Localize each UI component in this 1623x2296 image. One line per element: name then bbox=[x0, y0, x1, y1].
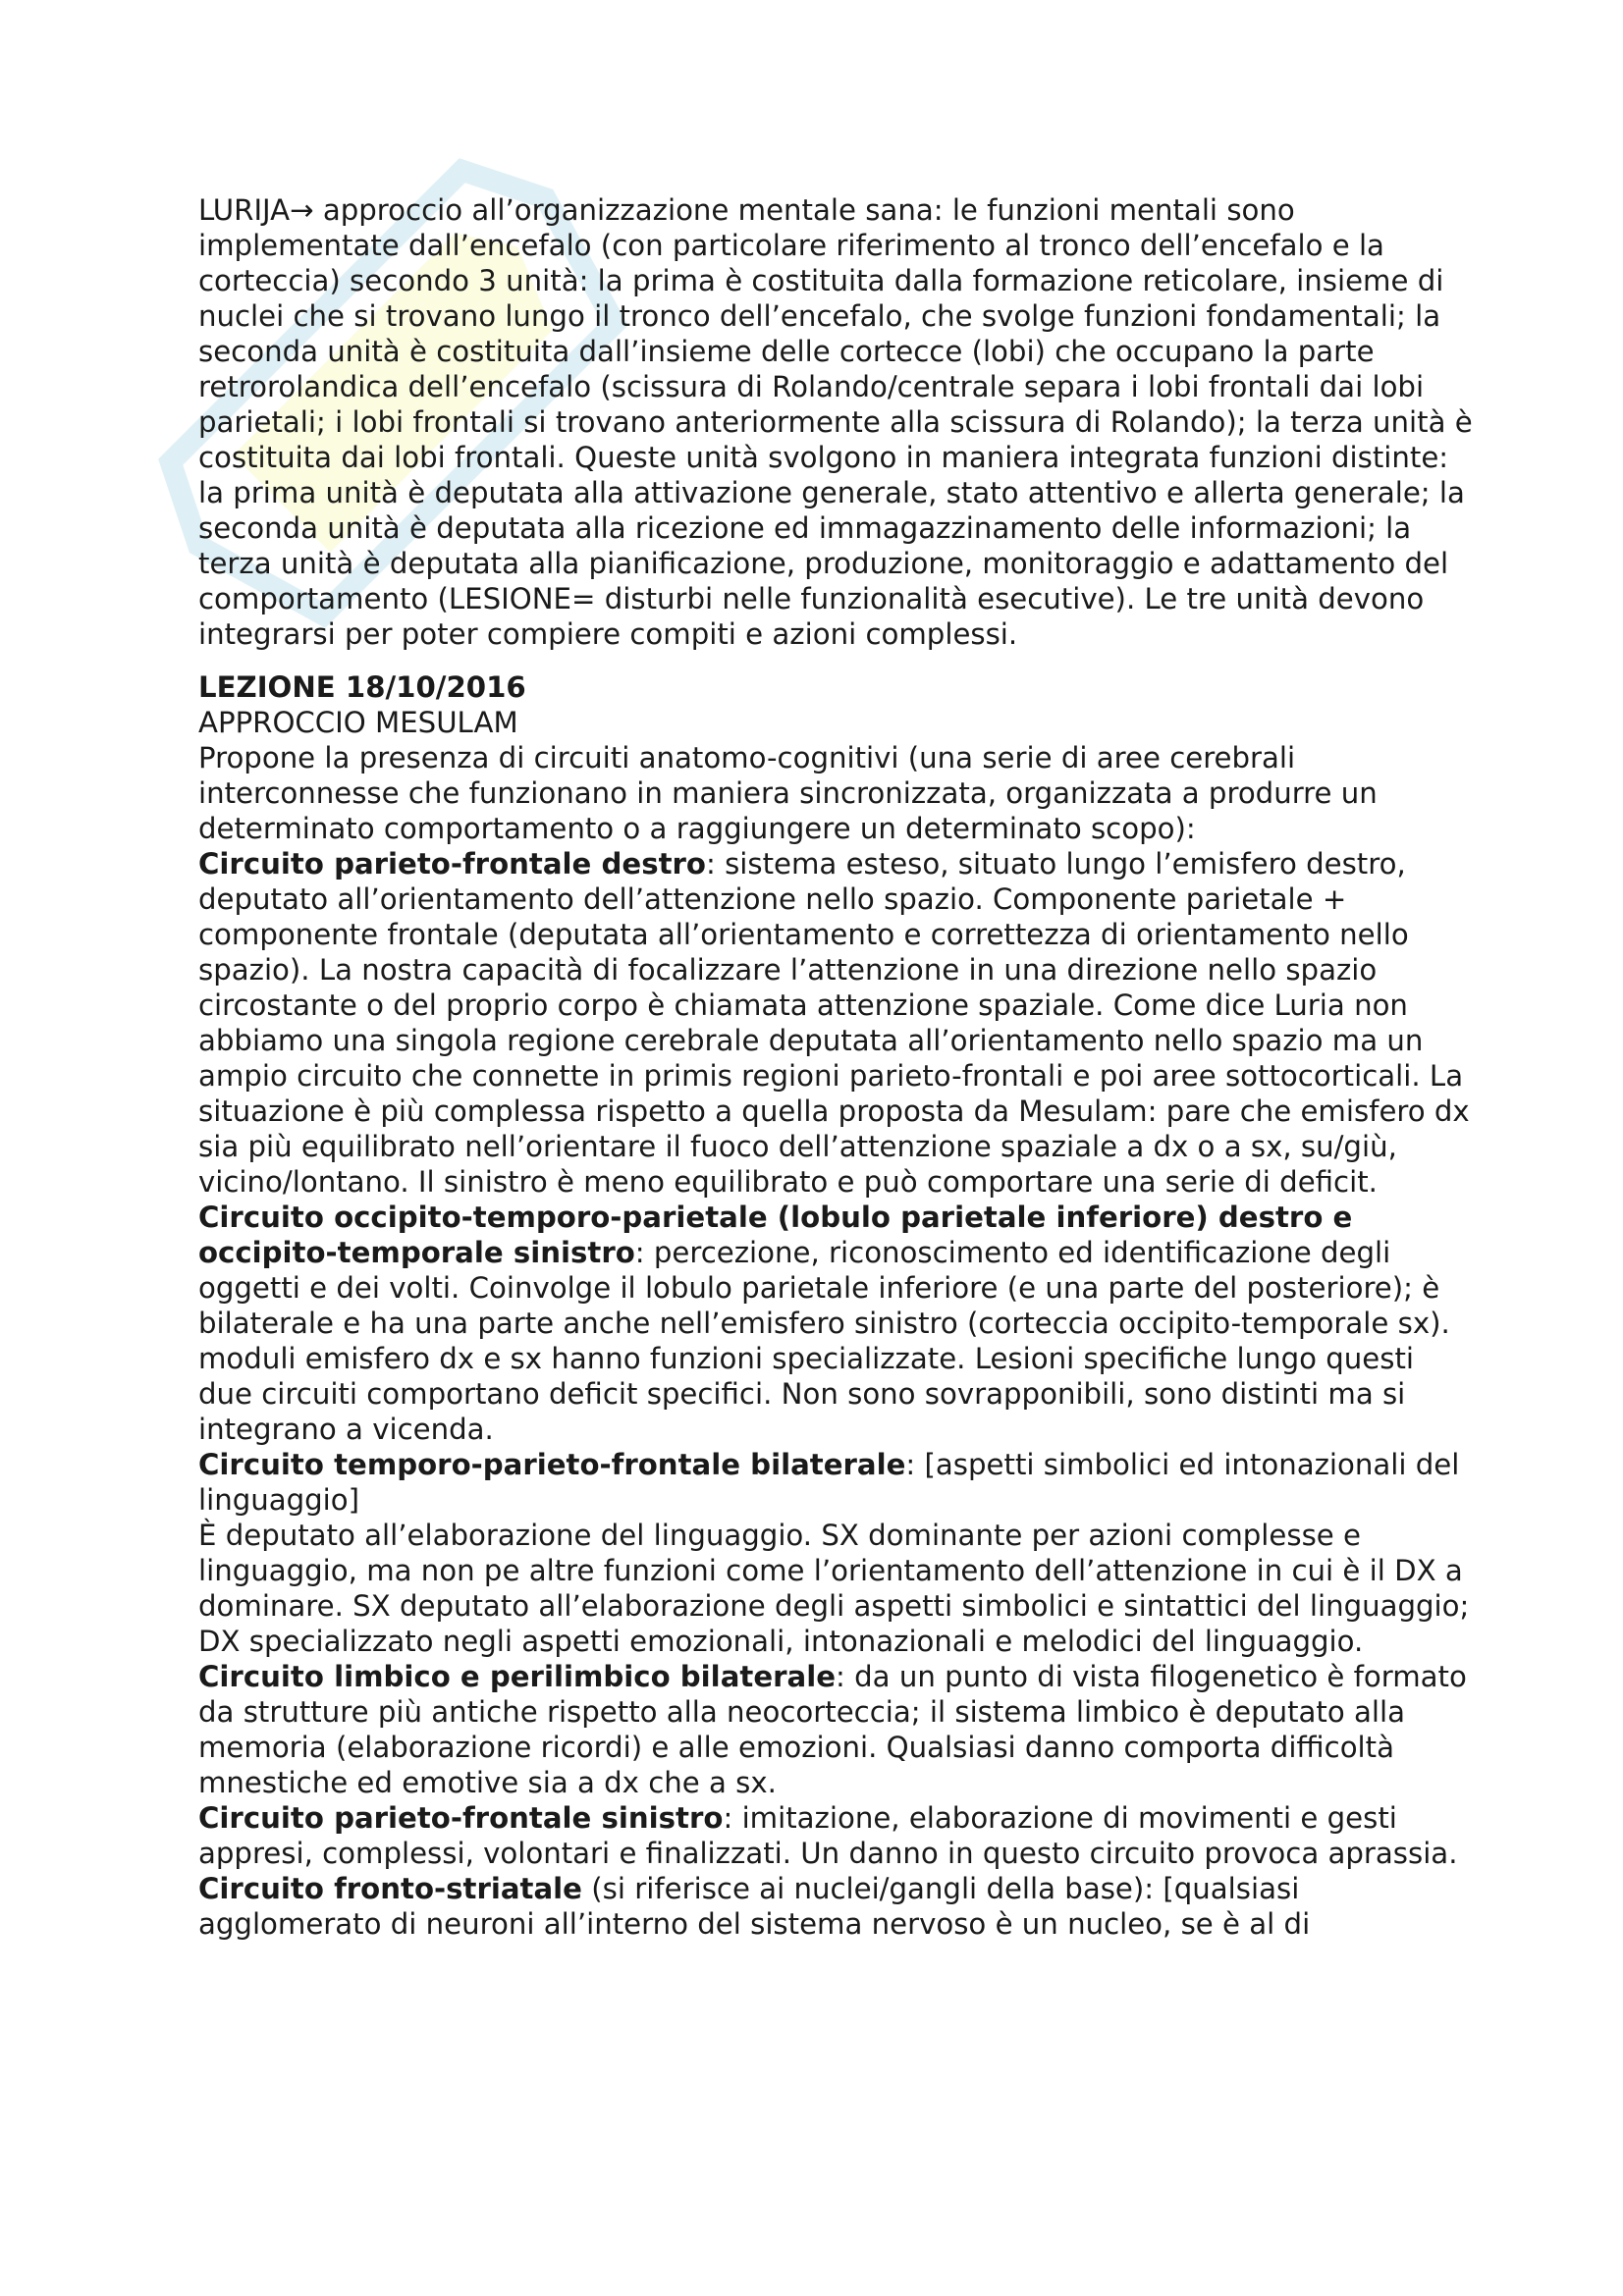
circuit-term: Circuito parieto-frontale destro bbox=[198, 847, 706, 881]
circuit-text: : imitazione, elaborazione di movimenti e gesti appresi, complessi, volontari e finalizzati. Un danno in questo circuito provoca aprassia. bbox=[198, 1801, 1458, 1870]
circuit-extra-text: È deputato all’elaborazione del linguaggio. SX dominante per azioni complesse e linguaggio, ma non pe altre funzioni come l’orientamento dell’attenzione in cui è il DX a dominare. SX deputato all’elaborazione degli aspetti simbolici e sintattici del linguaggio; DX specializzato negli aspetti emozionali, intonazionali e melodici del linguaggio. bbox=[198, 1519, 1470, 1658]
circuit-item bbox=[198, 1871, 1475, 1942]
circuit-item bbox=[198, 1200, 1475, 1447]
lesson-subheading: APPROCCIO MESULAM bbox=[198, 706, 518, 739]
arrow-icon: → bbox=[290, 193, 314, 227]
circuit-term: Circuito limbico e perilimbico bilaterale bbox=[198, 1660, 837, 1693]
circuit-term: Circuito fronto-striatale bbox=[198, 1872, 582, 1905]
intro-paragraph bbox=[198, 192, 1475, 652]
circuit-term: Circuito occipito-temporo-parietale (lobulo parietale inferiore) destro e occipito-temporale sinistro bbox=[198, 1201, 1353, 1269]
circuit-item bbox=[198, 1447, 1475, 1518]
circuit-text: : sistema esteso, situato lungo l’emisfero destro, deputato all’orientamento dell’attenzione nello spazio. Componente parietale + componente frontale (deputata all’orientamento e correttezza di orientamento nello spazio). La nostra capacità di focalizzare l’attenzione in una direzione nello spazio circostante o del proprio corpo è chiamata attenzione spaziale. Come dice Luria non abbiamo una singola regione cerebrale deputata all’orientamento nello spazio ma un ampio circuito che connette in primis regioni parieto-frontali e poi aree sottocorticali. La situazione è più complessa rispetto a quella proposta da Mesulam: pare che emisfero dx sia più equilibrato nell’orientare il fuoco dell’attenzione spaziale a dx o a sx, su/giù, vicino/lontano. Il sinistro è meno equilibrato e può comportare una serie di deficit. bbox=[198, 847, 1470, 1199]
circuit-text: (si riferisce ai nuclei/gangli della base): [qualsiasi agglomerato di neuroni all’interno del sistema nervoso è un nucleo, se è al di bbox=[198, 1872, 1311, 1941]
circuit-text: : [aspetti simbolici ed intonazionali del linguaggio] bbox=[198, 1448, 1460, 1517]
document-body bbox=[198, 192, 1475, 1942]
circuit-item bbox=[198, 1800, 1475, 1871]
circuit-term: Circuito parieto-frontale sinistro bbox=[198, 1801, 724, 1835]
circuit-item bbox=[198, 846, 1475, 1200]
circuit-term: Circuito temporo-parieto-frontale bilaterale bbox=[198, 1448, 906, 1481]
intro-lead: LURIJA bbox=[198, 193, 291, 227]
lesson-heading: LEZIONE 18/10/2016 bbox=[198, 670, 526, 704]
circuit-text: : da un punto di vista filogenetico è formato da strutture più antiche rispetto alla neocorteccia; il sistema limbico è deputato alla memoria (elaborazione ricordi) e alle emozioni. Qualsiasi danno comporta difficoltà mnestiche ed emotive sia a dx che a sx. bbox=[198, 1660, 1467, 1799]
intro-text: approccio all’organizzazione mentale sana: le funzioni mentali sono implementate dall’encefalo (con particolare riferimento al tronco dell’encefalo e la corteccia) secondo 3 unità: la prima è costituita dalla formazione reticolare, insieme di nuclei che si trovano lungo il tronco dell’encefalo, che svolge funzioni fondamentali; la seconda unità è costituita dall’insieme delle cortecce (lobi) che occupano la parte retrorolandica dell’encefalo (scissura di Rolando/centrale separa i lobi frontali dai lobi parietali; i lobi frontali si trovano anteriormente alla scissura di Rolando); la terza unità è costituita dai lobi frontali. Queste unità svolgono in maniera integrata funzioni distinte: la prima unità è deputata alla attivazione generale, stato attentivo e allerta generale; la seconda unità è deputata alla ricezione ed immagazzinamento delle informazioni; la terza unità è deputata alla pianificazione, produzione, monitoraggio e adattamento del comportamento (LESIONE= disturbi nelle funzionalità esecutive). Le tre unità devono integrarsi per poter compiere compiti e azioni complessi. bbox=[198, 193, 1473, 651]
lesson-intro: Propone la presenza di circuiti anatomo-cognitivi (una serie di aree cerebrali interconnesse che funzionano in maniera sincronizzata, organizzata a produrre un determinato comportamento o a raggiungere un determinato scopo): bbox=[198, 741, 1378, 845]
circuit-text: : percezione, riconoscimento ed identificazione degli oggetti e dei volti. Coinvolge il lobulo parietale inferiore (e una parte del posteriore); è bilaterale e ha una parte anche nell’emisfero sinistro (corteccia occipito-temporale sx). moduli emisfero dx e sx hanno funzioni specializzate. Lesioni specifiche lungo questi due circuiti comportano deficit specifici. Non sono sovrapponibili, sono distinti ma si integrano a vicenda. bbox=[198, 1236, 1450, 1446]
circuit-item bbox=[198, 1659, 1475, 1800]
